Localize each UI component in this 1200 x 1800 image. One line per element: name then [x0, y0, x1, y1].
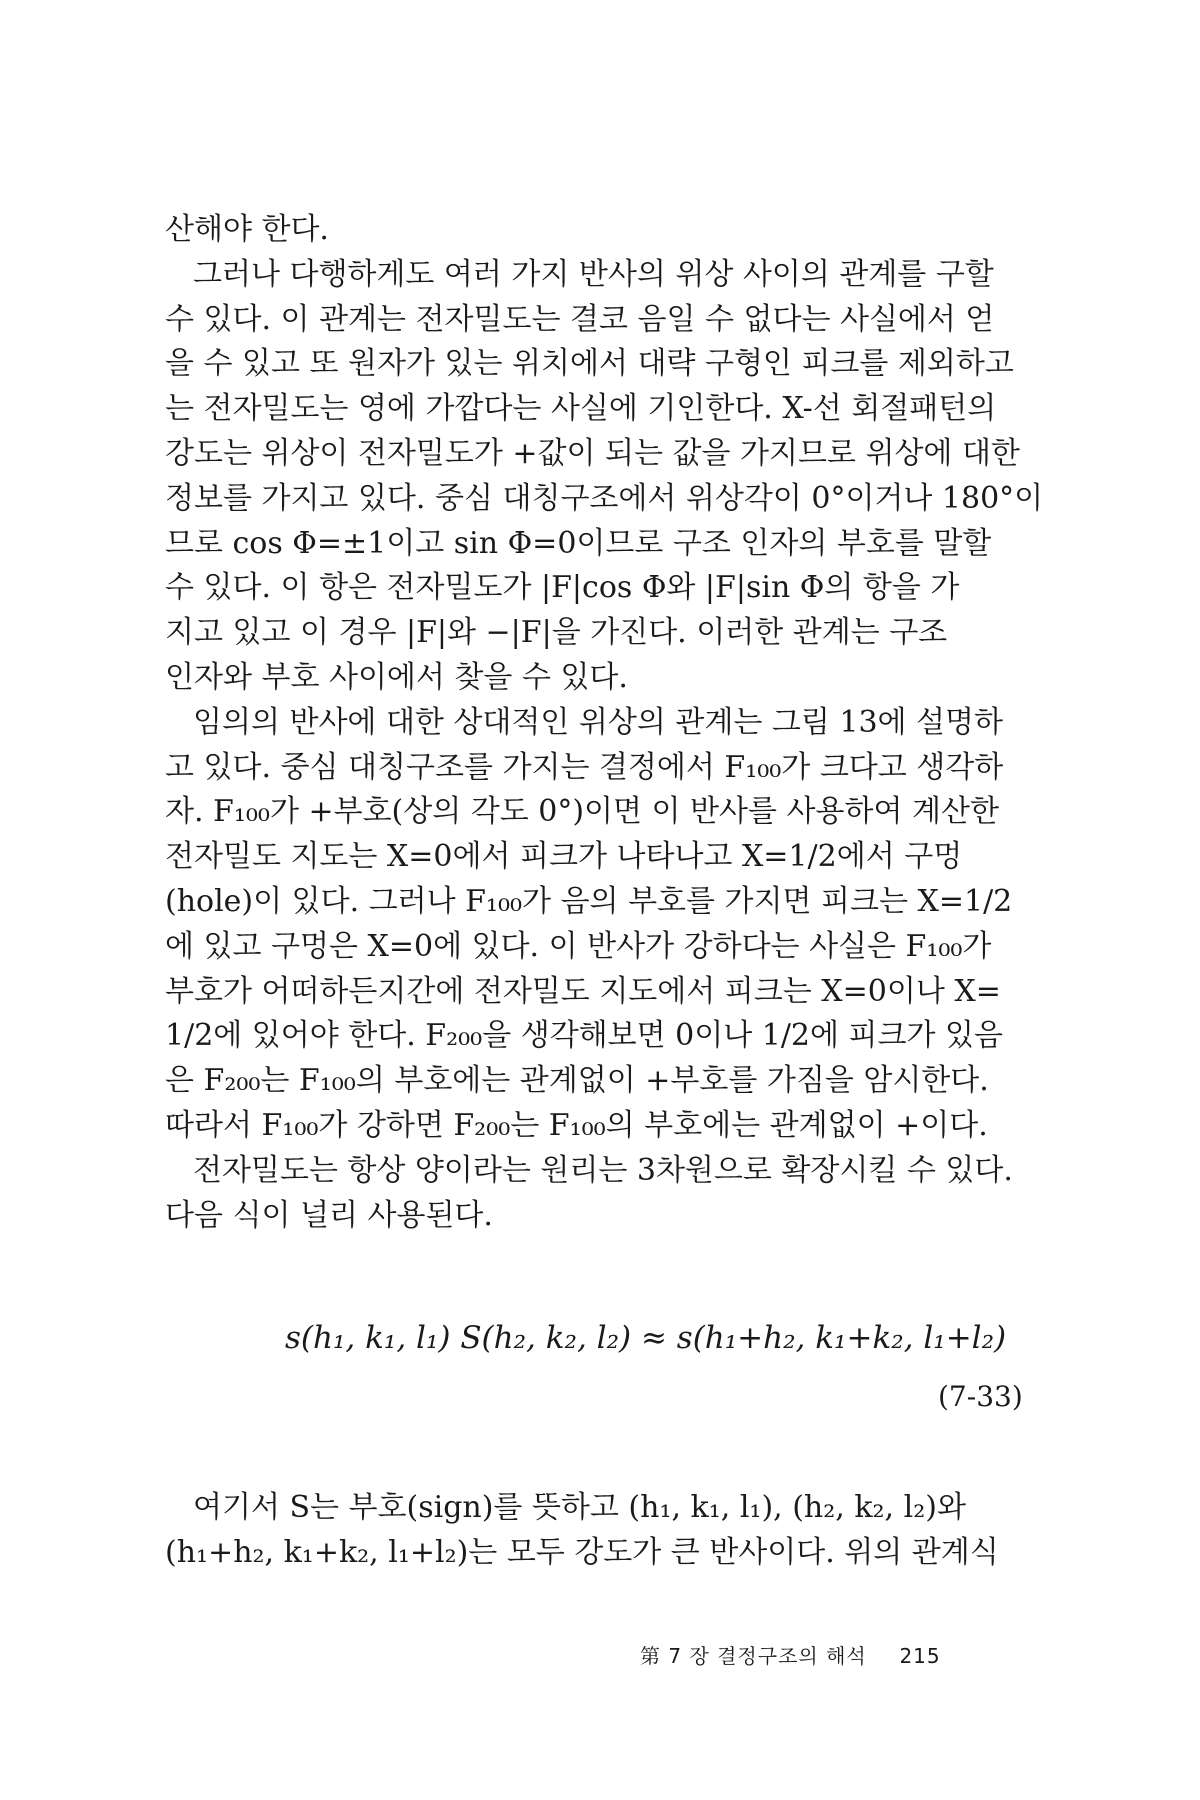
equation-number: (7-33): [938, 1380, 1023, 1413]
text-line: 지고 있고 이 경우 |F|와 −|F|을 가진다. 이러한 관계는 구조: [165, 615, 948, 651]
text-line: (hole)이 있다. 그러나 F₁₀₀가 음의 부호를 가지면 피크는 X=1/2: [165, 883, 1013, 919]
text-line: 는 전자밀도는 영에 가깝다는 사실에 기인한다. X-선 회절패턴의: [165, 391, 997, 427]
page-footer: [640, 1640, 941, 1669]
text-line: (h₁+h₂, k₁+k₂, l₁+l₂)는 모두 강도가 큰 반사이다. 위의 관계식: [165, 1534, 999, 1570]
text-line: 임의의 반사에 대한 상대적인 위상의 관계는 그림 13에 설명하: [193, 704, 1003, 740]
text-line: 부호가 어떠하든지간에 전자밀도 지도에서 피크는 X=0이나 X=: [165, 973, 1001, 1009]
text-line: 따라서 F₁₀₀가 강하면 F₂₀₀는 F₁₀₀의 부호에는 관계없이 +이다.: [165, 1107, 988, 1143]
text-line: 고 있다. 중심 대칭구조를 가지는 결정에서 F₁₀₀가 크다고 생각하: [165, 749, 1004, 785]
body-text-block-2: [165, 1486, 1050, 1576]
text-line: 인자와 부호 사이에서 찾을 수 있다.: [165, 659, 628, 695]
text-line: 전자밀도는 항상 양이라는 원리는 3차원으로 확장시킬 수 있다.: [193, 1152, 1013, 1188]
text-line: 을 수 있고 또 원자가 있는 위치에서 대략 구형인 피크를 제외하고: [165, 346, 1014, 382]
text-line: 수 있다. 이 항은 전자밀도가 |F|cos Φ와 |F|sin Φ의 항을 가: [165, 570, 960, 606]
body-text-block: [165, 208, 1050, 1238]
text-line: 여기서 S는 부호(sign)를 뜻하고 (h₁, k₁, l₁), (h₂, k₂, l₂)와: [193, 1490, 966, 1525]
text-line: 므로 cos Φ=±1이고 sin Φ=0이므로 구조 인자의 부호를 말할: [165, 525, 992, 561]
text-line: 수 있다. 이 관계는 전자밀도는 결코 음일 수 없다는 사실에서 얻: [165, 301, 995, 337]
text-line: 산해야 한다.: [165, 212, 329, 247]
text-line: 에 있고 구멍은 X=0에 있다. 이 반사가 강하다는 사실은 F₁₀₀가: [165, 928, 992, 964]
page-number: 215: [899, 1644, 941, 1668]
chapter-title: 第 7 장 결정구조의 해석: [640, 1644, 867, 1668]
text-line: 은 F₂₀₀는 F₁₀₀의 부호에는 관계없이 +부호를 가짐을 암시한다.: [165, 1063, 989, 1099]
text-line: 강도는 위상이 전자밀도가 +값이 되는 값을 가지므로 위상에 대한: [165, 435, 1020, 471]
text-line: 다음 식이 널리 사용된다.: [165, 1197, 493, 1233]
text-line: 전자밀도 지도는 X=0에서 피크가 나타나고 X=1/2에서 구멍: [165, 839, 963, 875]
text-line: 자. F₁₀₀가 +부호(상의 각도 0°)이면 이 반사를 사용하여 계산한: [165, 794, 999, 830]
equation: s(h₁, k₁, l₁) S(h₂, k₂, l₂) ≈ s(h₁+h₂, k₁+k₂, l₁+l₂): [285, 1320, 1007, 1356]
text-line: 그러나 다행하게도 여러 가지 반사의 위상 사이의 관계를 구할: [193, 256, 994, 292]
text-line: 1/2에 있어야 한다. F₂₀₀을 생각해보면 0이나 1/2에 피크가 있음: [165, 1018, 1003, 1054]
text-line: 정보를 가지고 있다. 중심 대칭구조에서 위상각이 0°이거나 180°이: [165, 480, 1044, 516]
